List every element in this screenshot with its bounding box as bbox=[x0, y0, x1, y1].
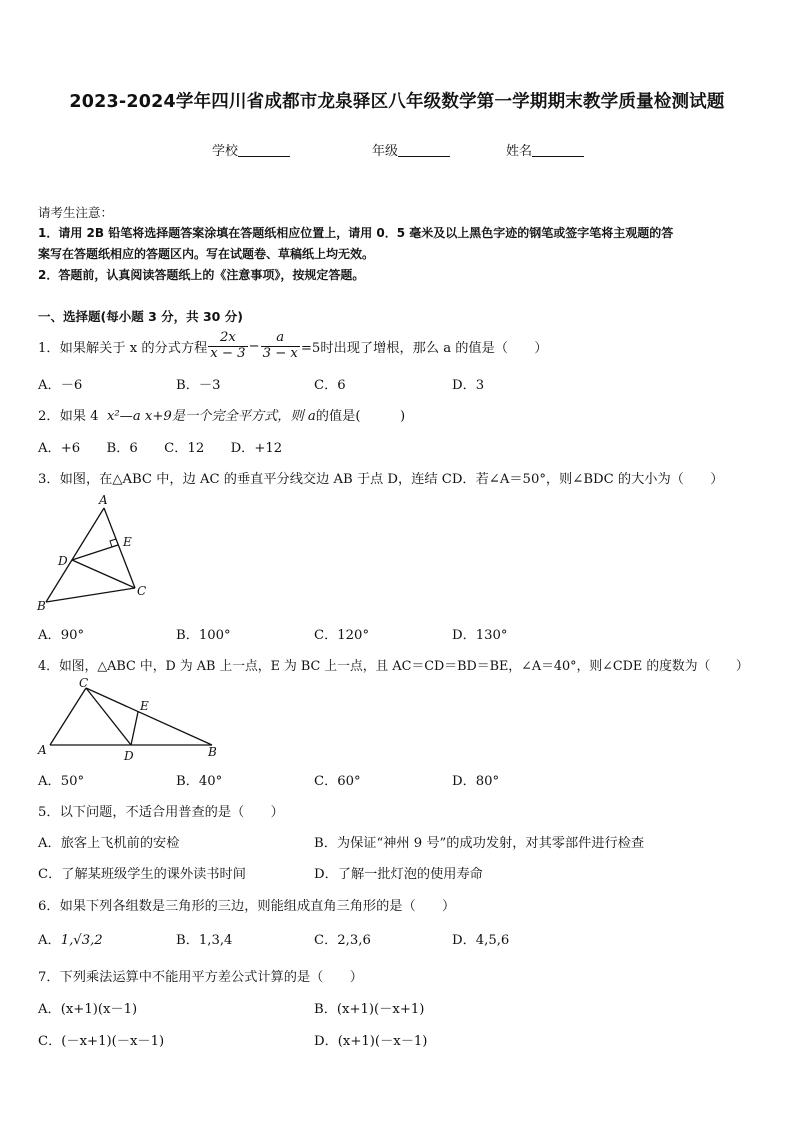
q3-option-b: B．100° bbox=[176, 628, 231, 643]
q4-segment-cd bbox=[86, 688, 131, 745]
q1-option-d: D．3 bbox=[452, 378, 485, 393]
q1-frac1-den: x − 3 bbox=[210, 345, 246, 361]
q3-label-c: C bbox=[137, 584, 147, 598]
q3-triangle-diagram bbox=[32, 492, 162, 617]
q6-option-a-value: 1,√3,2 bbox=[60, 933, 103, 948]
q4-option-d: D．80° bbox=[452, 774, 500, 789]
q6-option-b-label: B． bbox=[176, 933, 199, 948]
q3-option-a: A．90° bbox=[38, 628, 85, 643]
q4-option-c: C．60° bbox=[314, 774, 361, 789]
question-1 bbox=[38, 328, 548, 364]
q1-minus: − bbox=[248, 338, 260, 354]
grade-field bbox=[372, 140, 450, 159]
q3-label-b: B bbox=[37, 599, 46, 613]
q2-text-b: x²—a bbox=[106, 409, 141, 424]
q2-text-c: x+9是一个完全平方式，则 bbox=[144, 409, 304, 424]
q2-text-e: 的值是( ) bbox=[315, 409, 406, 424]
q3-side-bc bbox=[46, 588, 135, 602]
q4-segment-de bbox=[131, 712, 138, 745]
q7-option-a: A．(x+1)(x－1) bbox=[38, 1002, 138, 1017]
section-heading: 一、选择题(每小题 3 分，共 30 分) bbox=[38, 309, 243, 324]
q1-option-a: A．－6 bbox=[38, 378, 83, 393]
q1-frac2-den: 3 − x bbox=[262, 345, 298, 361]
q1-fraction-2 bbox=[261, 331, 300, 361]
q4-label-b: B bbox=[208, 745, 217, 759]
page-title: 2023-2024学年四川省成都市龙泉驿区八年级数学第一学期期末教学质量检测试题 bbox=[69, 92, 725, 112]
question-5: 5．以下问题，不适合用普查的是（ ） bbox=[38, 805, 284, 820]
q5-option-d: D．了解一批灯泡的使用寿命 bbox=[314, 867, 483, 882]
q4-label-a: A bbox=[38, 743, 47, 757]
name-label: 姓名 bbox=[506, 144, 533, 159]
q1-option-b: B．－3 bbox=[176, 378, 221, 393]
q6-option-d bbox=[452, 929, 509, 948]
q3-option-d: D．130° bbox=[452, 628, 508, 643]
q4-option-a: A．50° bbox=[38, 774, 85, 789]
grade-blank bbox=[398, 143, 450, 157]
q7-option-c: C．(－x+1)(－x－1) bbox=[38, 1034, 165, 1049]
q6-option-a bbox=[38, 929, 103, 948]
q3-option-c: C．120° bbox=[314, 628, 370, 643]
q3-bisector-de bbox=[72, 545, 118, 560]
q7-option-b: B．(x+1)(－x+1) bbox=[314, 1002, 425, 1017]
q6-option-c bbox=[314, 929, 371, 948]
grade-label: 年级 bbox=[372, 144, 399, 159]
q7-option-d: D．(x+1)(－x－1) bbox=[314, 1034, 428, 1049]
question-7: 7．下列乘法运算中不能用平方差公式计算的是（ ） bbox=[38, 970, 363, 985]
q4-side-cb bbox=[86, 688, 212, 745]
q6-option-c-value: 2,3,6 bbox=[337, 933, 371, 948]
q2-text-d: a bbox=[307, 409, 316, 424]
q3-label-e: E bbox=[123, 535, 132, 549]
notice-line-1: 1．请用 2B 铅笔将选择题答案涂填在答题纸相应位置上，请用 0．5 毫米及以上黑色字迹的钢笔或签字笔将主观题的答 bbox=[38, 226, 674, 240]
q1-frac1-num: 2x bbox=[208, 331, 247, 347]
q4-label-d: D bbox=[124, 749, 134, 763]
q6-option-b bbox=[176, 929, 232, 948]
notice-line-3: 2．答题前，认真阅读答题纸上的《注意事项》，按规定答题。 bbox=[38, 268, 365, 282]
notice-heading: 请考生注意： bbox=[38, 205, 114, 220]
question-4: 4．如图，△ABC 中，D 为 AB 上一点，E 为 BC 上一点，且 AC＝CD＝BD＝BE，∠A＝40°，则∠CDE 的度数为（ ） bbox=[38, 659, 749, 674]
school-field bbox=[212, 140, 290, 159]
q3-label-a: A bbox=[99, 493, 108, 507]
q6-option-a-label: A． bbox=[38, 933, 61, 948]
q4-option-b: B．40° bbox=[176, 774, 223, 789]
q1-option-c: C．6 bbox=[314, 378, 346, 393]
q1-fraction-1 bbox=[208, 331, 247, 361]
question-6: 6．如果下列各组数是三角形的三边，则能组成直角三角形的是（ ） bbox=[38, 899, 456, 914]
q3-label-d: D bbox=[58, 554, 68, 568]
question-3: 3．如图，在△ABC 中，边 AC 的垂直平分线交边 AB 于点 D，连结 CD．若∠A＝50°，则∠BDC 的大小为（ ） bbox=[38, 472, 724, 487]
q3-side-ab bbox=[46, 508, 104, 602]
q6-option-d-label: D． bbox=[452, 933, 476, 948]
q5-option-b: B．为保证“神州 9 号”的成功发射，对其零部件进行检查 bbox=[314, 836, 645, 851]
question-2 bbox=[38, 405, 405, 424]
q6-option-c-label: C． bbox=[314, 933, 338, 948]
q4-side-ac bbox=[50, 688, 86, 745]
q1-suffix: =5时出现了增根，那么 a 的值是（ ） bbox=[300, 340, 548, 356]
q4-label-e: E bbox=[140, 699, 149, 713]
q1-frac2-num: a bbox=[261, 331, 300, 347]
q2-text-a: 2．如果 4 bbox=[38, 409, 99, 424]
q5-option-c: C．了解某班级学生的课外读书时间 bbox=[38, 867, 246, 882]
q6-option-b-value: 1,3,4 bbox=[198, 933, 233, 948]
q6-option-d-value: 4,5,6 bbox=[475, 933, 510, 948]
q1-prefix: 1．如果解关于 x 的分式方程 bbox=[38, 340, 208, 356]
name-blank bbox=[532, 143, 584, 157]
q4-triangle-diagram bbox=[34, 676, 224, 764]
school-label: 学校 bbox=[212, 144, 239, 159]
name-field bbox=[506, 140, 584, 159]
notice-line-2: 案写在答题纸相应的答题区内。写在试题卷、草稿纸上均无效。 bbox=[38, 247, 375, 261]
q5-option-a: A．旅客上飞机前的安检 bbox=[38, 836, 180, 851]
q2-options: A．+6 B．6 C．12 D．+12 bbox=[38, 441, 283, 456]
q4-label-c: C bbox=[79, 676, 89, 690]
school-blank bbox=[238, 143, 290, 157]
